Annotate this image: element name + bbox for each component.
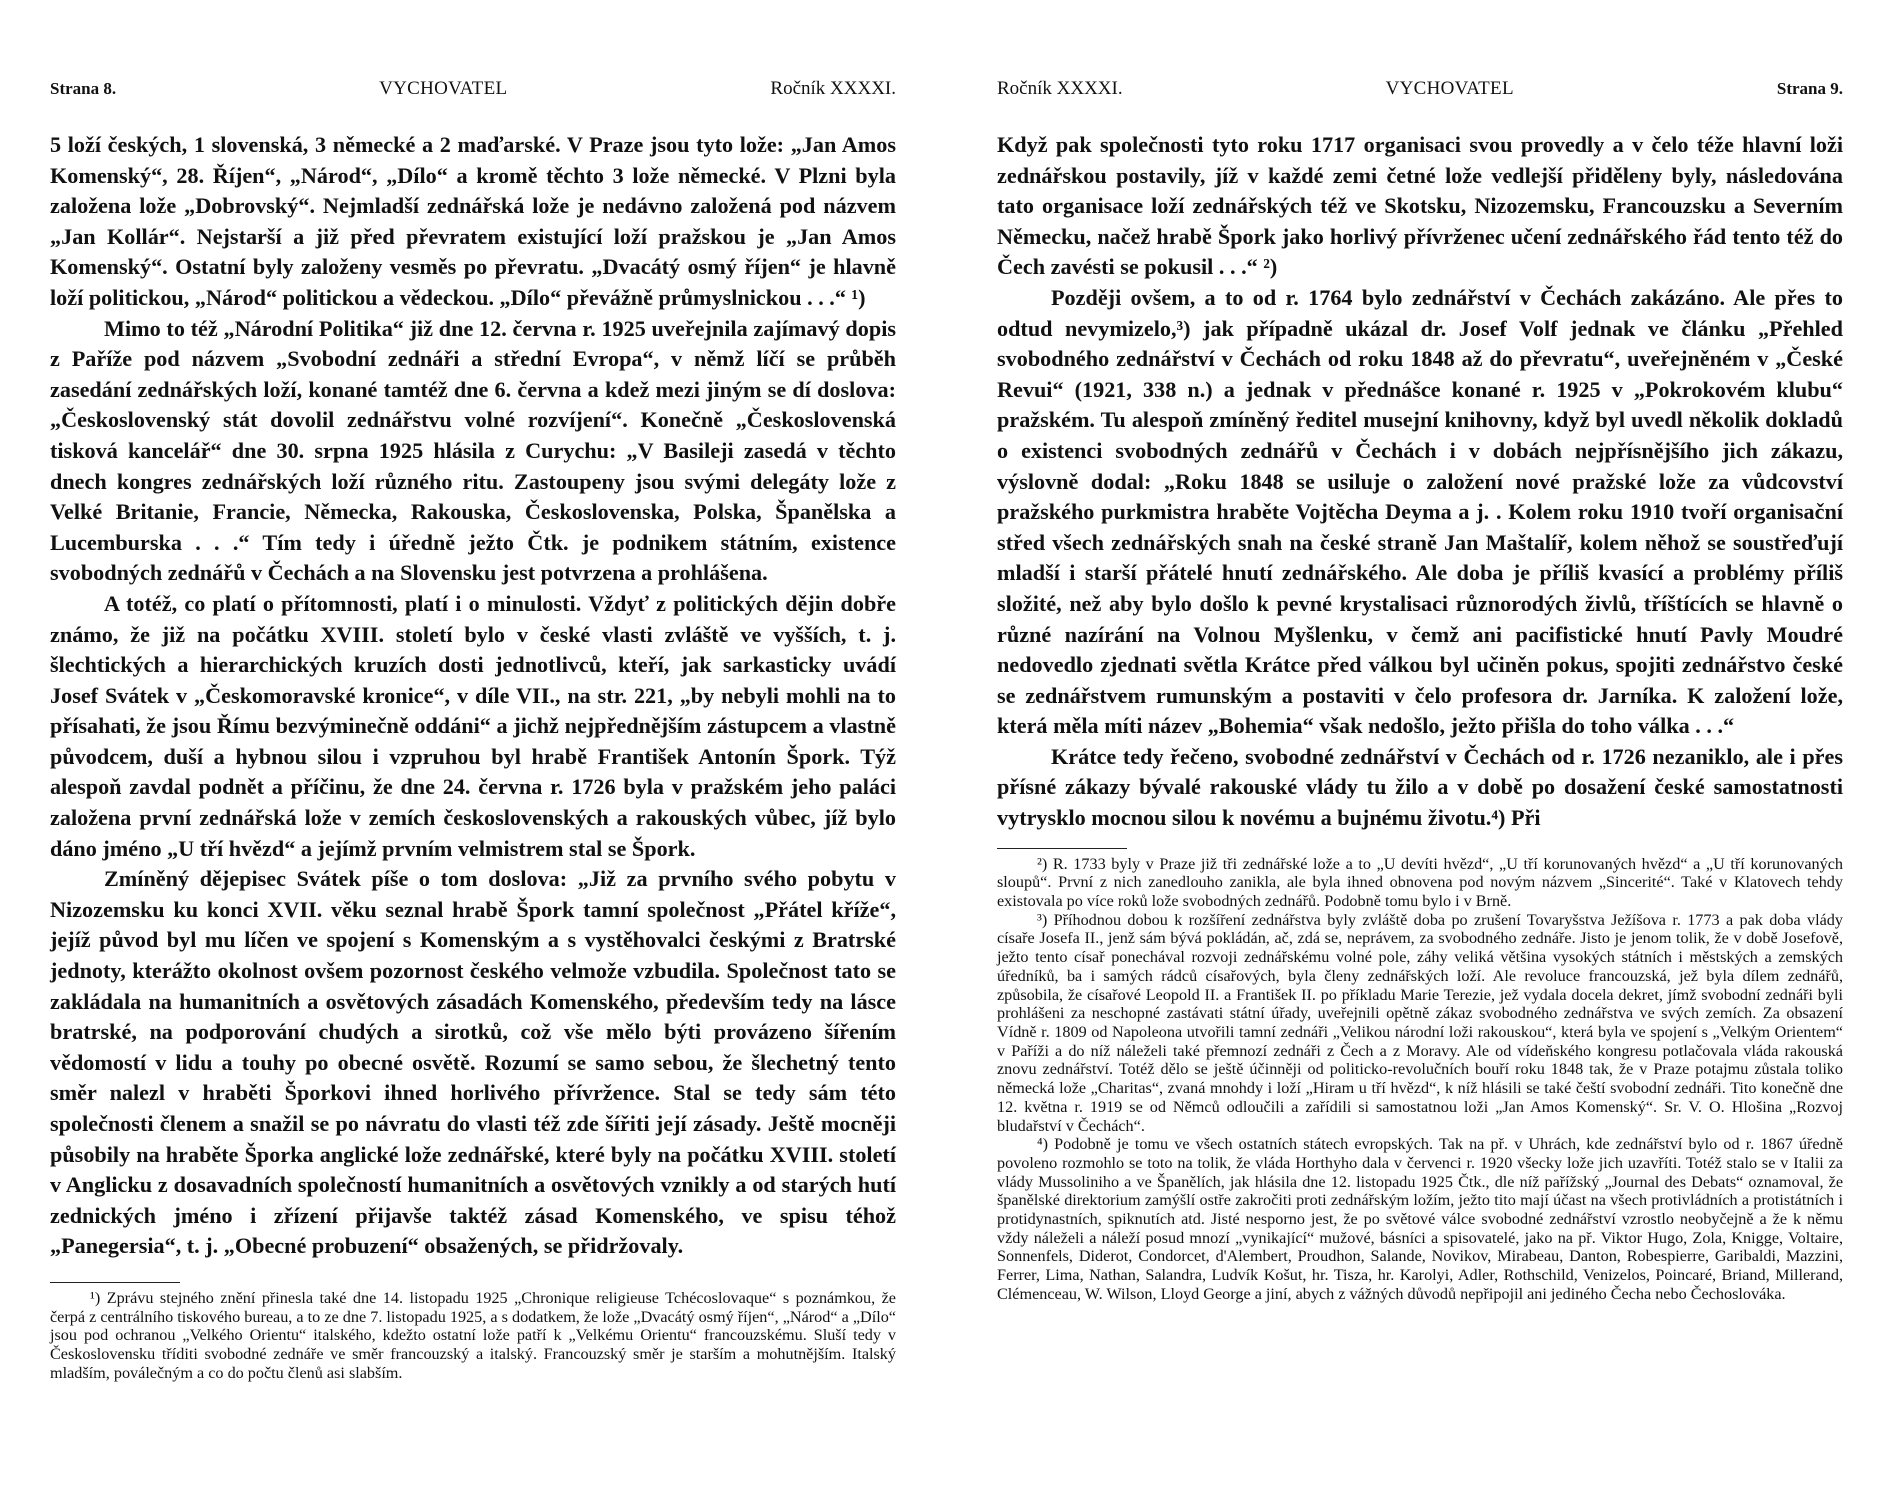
paragraph: Když pak společnosti tyto roku 1717 organisaci svou provedly a v čelo téže hlavní loži zednářskou postavily, jíž v každé zemi četné lože vedlejší přiděleny byly, následována tato organisace loží zednářských též ve Skotsku, Nizozemsku, Francouzsku a Severním Německu, načež hrabě Špork jako horlivý přívrženec učení zednářského řád tento též do Čech zavésti se pokusil . . .“ ²) <box>997 132 1843 280</box>
footnote: ²) R. 1733 byly v Praze již tři zednářské lože a to „U devíti hvězd“, „U tří korunovaných hvězd“ a „U tří korunovaných sloupů“. První z nich zanedlouho zanikla, ale byla ihned obnovena pod novým názvem „Sincerité“. Také v Klatovech tehdy existovala po více roků lože svobodných zednářů. Podobně tomu bylo i v Brně. <box>997 854 1843 911</box>
footnote-divider <box>50 1282 180 1283</box>
paragraph: Krátce tedy řečeno, svobodné zednářství v Čechách od r. 1726 nezaniklo, ale i přes přísné zákazy bývalé rakouské vlády tu žilo a v době po dosažení české samostatnosti vytrysklo mocnou silou k novému a bujnému životu.⁴) Při <box>997 743 1843 831</box>
footnote: ³) Příhodnou dobou k rozšíření zednářstva byly zvláště doba po zrušení Tovaryšstva Ježíšova r. 1773 a pak doba vlády císaře Josefa II., jenž sám bývá pokládán, ač, zdá se, neprávem, za svobodného zednáře. Jisto je jenom tolik, že v době Josefově, ježto tento císař ponechával rozvoji zednářskému volné pole, záhy veliká většina vysokých státních i městských a zemských úředníků, ba i samých rádců císařových, byla členy zednářských loží. Ale revoluce francouzská, jež byla dílem zednářů, způsobila, že císařové Leopold II. a František II. po příkladu Marie Terezie, jež vydala docela dekret, jímž svobodní zednáři byli prohlášeni za neschopné zastávati státní úřady, uveřejnili opětně zákaz svobodného zednářstva ve svých zemích. Za obsazení Vídně r. 1809 od Napoleona utvořili tamní zednáři „Velikou národní loži rakouskou“, která byla ve spojení s „Velkým Orientem“ v Paříži a do níž náleželi také přemnozí zednáři z Čech a z Moravy. Ale od vídeňského kongresu potlačovala vláda rakouská znovu zednářství. Totéž dělo se ještě účinněji od politicko-revolučních bouří roku 1848 tak, že v Praze potajmu zůstala toliko německá lože „Charitas“, zvaná mnohdy i loží „Hiram u tří hvězd“, k níž hlásili se také čeští svobodní zednáři. Tito konečně dne 12. května r. 1919 se od Němců odloučili a zařídili si samostatnou loži „Jan Amos Komenský“. Sr. V. O. Hlošina „Rozvoj bludařství v Čechách“. <box>997 910 1843 1135</box>
paragraph: 5 loží českých, 1 slovenská, 3 německé a 2 maďarské. V Praze jsou tyto lože: „Jan Amos Komenský“, 28. Říjen“, „Národ“, „Dílo“ a kromě těchto 3 lože německé. V Plzni byla založena lože „Dobrovský“. Nejmladší zednářská lože je nedávno založená pod názvem „Jan Kollár“. Nejstarší a již před převratem existující loží pražskou je „Jan Amos Komenský“. Ostatní byly založeny vesměs po převratu. „Dvacátý osmý říjen“ je hlavně loží politickou, „Národ“ politickou a vědeckou. „Dílo“ převážně průmyslnickou . . .“ ¹) <box>50 132 896 310</box>
left-page <box>50 78 896 1382</box>
paragraph: Zmíněný dějepisec Svátek píše o tom doslova: „Již za prvního svého pobytu v Nizozemsku ku konci XVII. věku seznal hrabě Špork tamní společnost „Přátel kříže“, jejíž původ byl mu líčen ve spojení s Komenským a s vystěhovalci českými z Bratrské jednoty, kterážto okolnost ovšem pozornost českého velmože vzbudila. Společnost tato se zakládala na humanitních a osvětových zásadách Komenského, především tedy na lásce bratrské, na podporování chudých a sirotků, což vše mělo býti provázeno šířením vědomostí v lidu a touhy po obecné osvětě. Rozumí se samo sebou, že šlechetný tento směr nalezl v hraběti Šporkovi ihned horlivého přívržence. Stal se tedy sám této společnosti členem a snažil se po návratu do vlasti též zde šířiti její zásady. Ještě mocněji působily na hraběte Šporka anglické lože zednářské, které byly na počátku XVIII. století v Anglicku z dosavadních společností humanitních a osvětových vznikly a od starých hutí zednických jméno i zřízení přijavše taktéž zásad Komenského, ve spisu téhož „Panegersia“, t. j. „Obecné probuzení“ obsažených, se přidržovaly. <box>50 866 896 1259</box>
paragraph: Později ovšem, a to od r. 1764 bylo zednářství v Čechách zakázáno. Ale přes to odtud nevymizelo,³) jak případně ukázal dr. Josef Volf jednak ve článku „Přehled svobodného zednářství v Čechách od roku 1848 až do převratu“, uveřejněném v „České Revui“ (1921, 338 n.) a jednak v přednášce konané r. 1925 v „Pokrokovém klubu“ pražském. Tu alespoň zmíněný ředitel musejní knihovny, když byl uvedl několik dokladů o existenci svobodných zednářů v Čechách i v dobách nejpřísnějšího jich zákazu, výslovně dodal: „Roku 1848 se usiluje o založení nové pražské lože za vůdcovství pražského purkmistra hraběte Vojtěcha Deyma a j. . Kolem roku 1910 tvoří organisační střed všech zednářských snah na české straně Jan Maštalíř, kolem něhož se soustřeďují mladší i starší přátelé hnutí zednářského. Ale doba je příliš kvasící a problémy příliš složité, než aby bylo došlo k pevné krystalisaci různorodých živlů, tříštících se hlavně o různé nazírání na Volnou Myšlenku, v čemž ani pacifistické hnutí Pavly Moudré nedovedlo zjednati světla Krátce před válkou byl učiněn pokus, spojiti zednářstvo české se zednářstvem rumunským a postaviti v čelo profesora dr. Jarníka. K založení lože, která měla míti název „Bohemia“ však nedošlo, ježto přišla do toho válka . . .“ <box>997 284 1843 739</box>
page-number: Strana 9. <box>1776 79 1843 98</box>
right-page <box>997 78 1843 1304</box>
paragraph: Mimo to též „Národní Politika“ již dne 12. června r. 1925 uveřejnila zajímavý dopis z Paříže pod názvem „Svobodní zednáři a střední Evropa“, v němž líčí se průběh zasedání zednářských loží, konané tamtéž dne 6. června a kdež mezi jiným se dí doslova: „Československý stát dovolil zednářstvu volné rozvíjení“. Konečně „Československá tisková kancelář“ dne 30. srpna 1925 hlásila z Curychu: „V Basileji zasedá v těchto dnech kongres zednářských loží různého ritu. Zastoupeny jsou svými delegáty lože z Velké Britanie, Francie, Německa, Rakouska, Československa, Polska, Španělska a Lucemburska . . .“ Tím tedy i úředně ježto Čtk. je podnikem státním, existence svobodných zednářů v Čechách a na Slovensku jest potvrzena a prohlášena. <box>50 315 896 586</box>
page-number: Strana 8. <box>50 79 117 98</box>
paragraph: A totéž, co platí o přítomnosti, platí i o minulosti. Vždyť z politických dějin dobře známo, že již na počátku XVIII. století bylo v české vlasti zvláště ve vyšších, t. j. šlechtických a hierarchických kruzích dosti jednotlivců, kteří, jak sarkasticky uvádí Josef Svátek v „Českomoravské kronice“, v díle VII., na str. 221, „by nebyli mohli na to přísahati, že jsou Římu bezvýminečně oddáni“ a jichž nejpřednějším zástupcem a vlastně původcem, duší a hybnou silou i vzpruhou byl hrabě František Antonín Špork. Týž alespoň zavdal podnět a příčinu, že dne 24. června r. 1726 byla v pražském jeho paláci založena první zednářská lože v zemích československých a rakouských vůbec, jíž bylo dáno jméno „U tří hvězd“ a jejímž prvním velmistrem stal se Špork. <box>50 590 896 861</box>
footnote: ¹) Zprávu stejného znění přinesla také dne 14. listopadu 1925 „Chronique religieuse Tchécoslovaque“ s poznámkou, že čerpá z centrálního tiskového bureau, a to ze dne 7. listopadu 1925, a s dodatkem, že lože „Dvacátý osmý říjen“, „Národ“ a „Dílo“ jsou pod ochranou „Velkého Orientu“ italského, kdežto ostatní lože patří k „Velkému Orientu“ francouzskému. Sluší tedy v Československu tříditi svobodné zednáře ve směr francouzský a italský. Francouzský směr je starším a mohutnějším. Italský mladším, poválečným a co do počtu členů asi slabším. <box>50 1288 896 1382</box>
footnote: ⁴) Podobně je tomu ve všech ostatních státech evropských. Tak na př. v Uhrách, kde zednářství bylo od r. 1867 úředně povoleno rozmohlo se toto na tolik, že vláda Horthyho dala v červenci r. 1920 všecky lože jich uzavříti. Totéž stalo se v Italii za vlády Mussoliniho a ve Španělích, jak hlásila dne 12. listopadu 1925 Čtk., dle níž pařížský „Journal des Debats“ oznamoval, že španělské direktorium zamýšlí ostře zakročiti proti zednářským ložím, ježto tito mají účast na všech protivládních a protistátních i protidynastních, spiknutích atd. Jisté nesporno jest, že po světové válce svobodné zednářství vzrostlo neobyčejně a že k němu vždy náleželi a náleží posud mnozí „vynikající“ mužové, básníci a spisovatelé, jako na př. Viktor Hugo, Zola, Knigge, Voltaire, Sonnenfels, Diderot, Condorcet, d'Alembert, Proudhon, Salande, Novikov, Mirabeau, Danton, Robespierre, Garibaldi, Mazzini, Ferrer, Lima, Nathan, Salandra, Ludvík Košut, hr. Tisza, hr. Karolyi, Adler, Rothschild, Venizelos, Poincaré, Briand, Millerand, Clémenceau, W. Wilson, Lloyd George a jiní, abych z vážných důvodů nepřipojil ani jediného Čecha nebo Čechoslováka. <box>997 1135 1843 1303</box>
volume-label: Ročník XXXXI. <box>770 78 896 99</box>
footnote-divider <box>997 848 1127 849</box>
page-header <box>50 78 896 106</box>
periodical-title: VYCHOVATEL <box>1385 78 1514 99</box>
page-body <box>50 130 896 1382</box>
volume-label: Ročník XXXXI. <box>997 78 1123 99</box>
page-header <box>997 78 1843 106</box>
page-body <box>997 130 1843 1304</box>
periodical-title: VYCHOVATEL <box>379 78 508 99</box>
